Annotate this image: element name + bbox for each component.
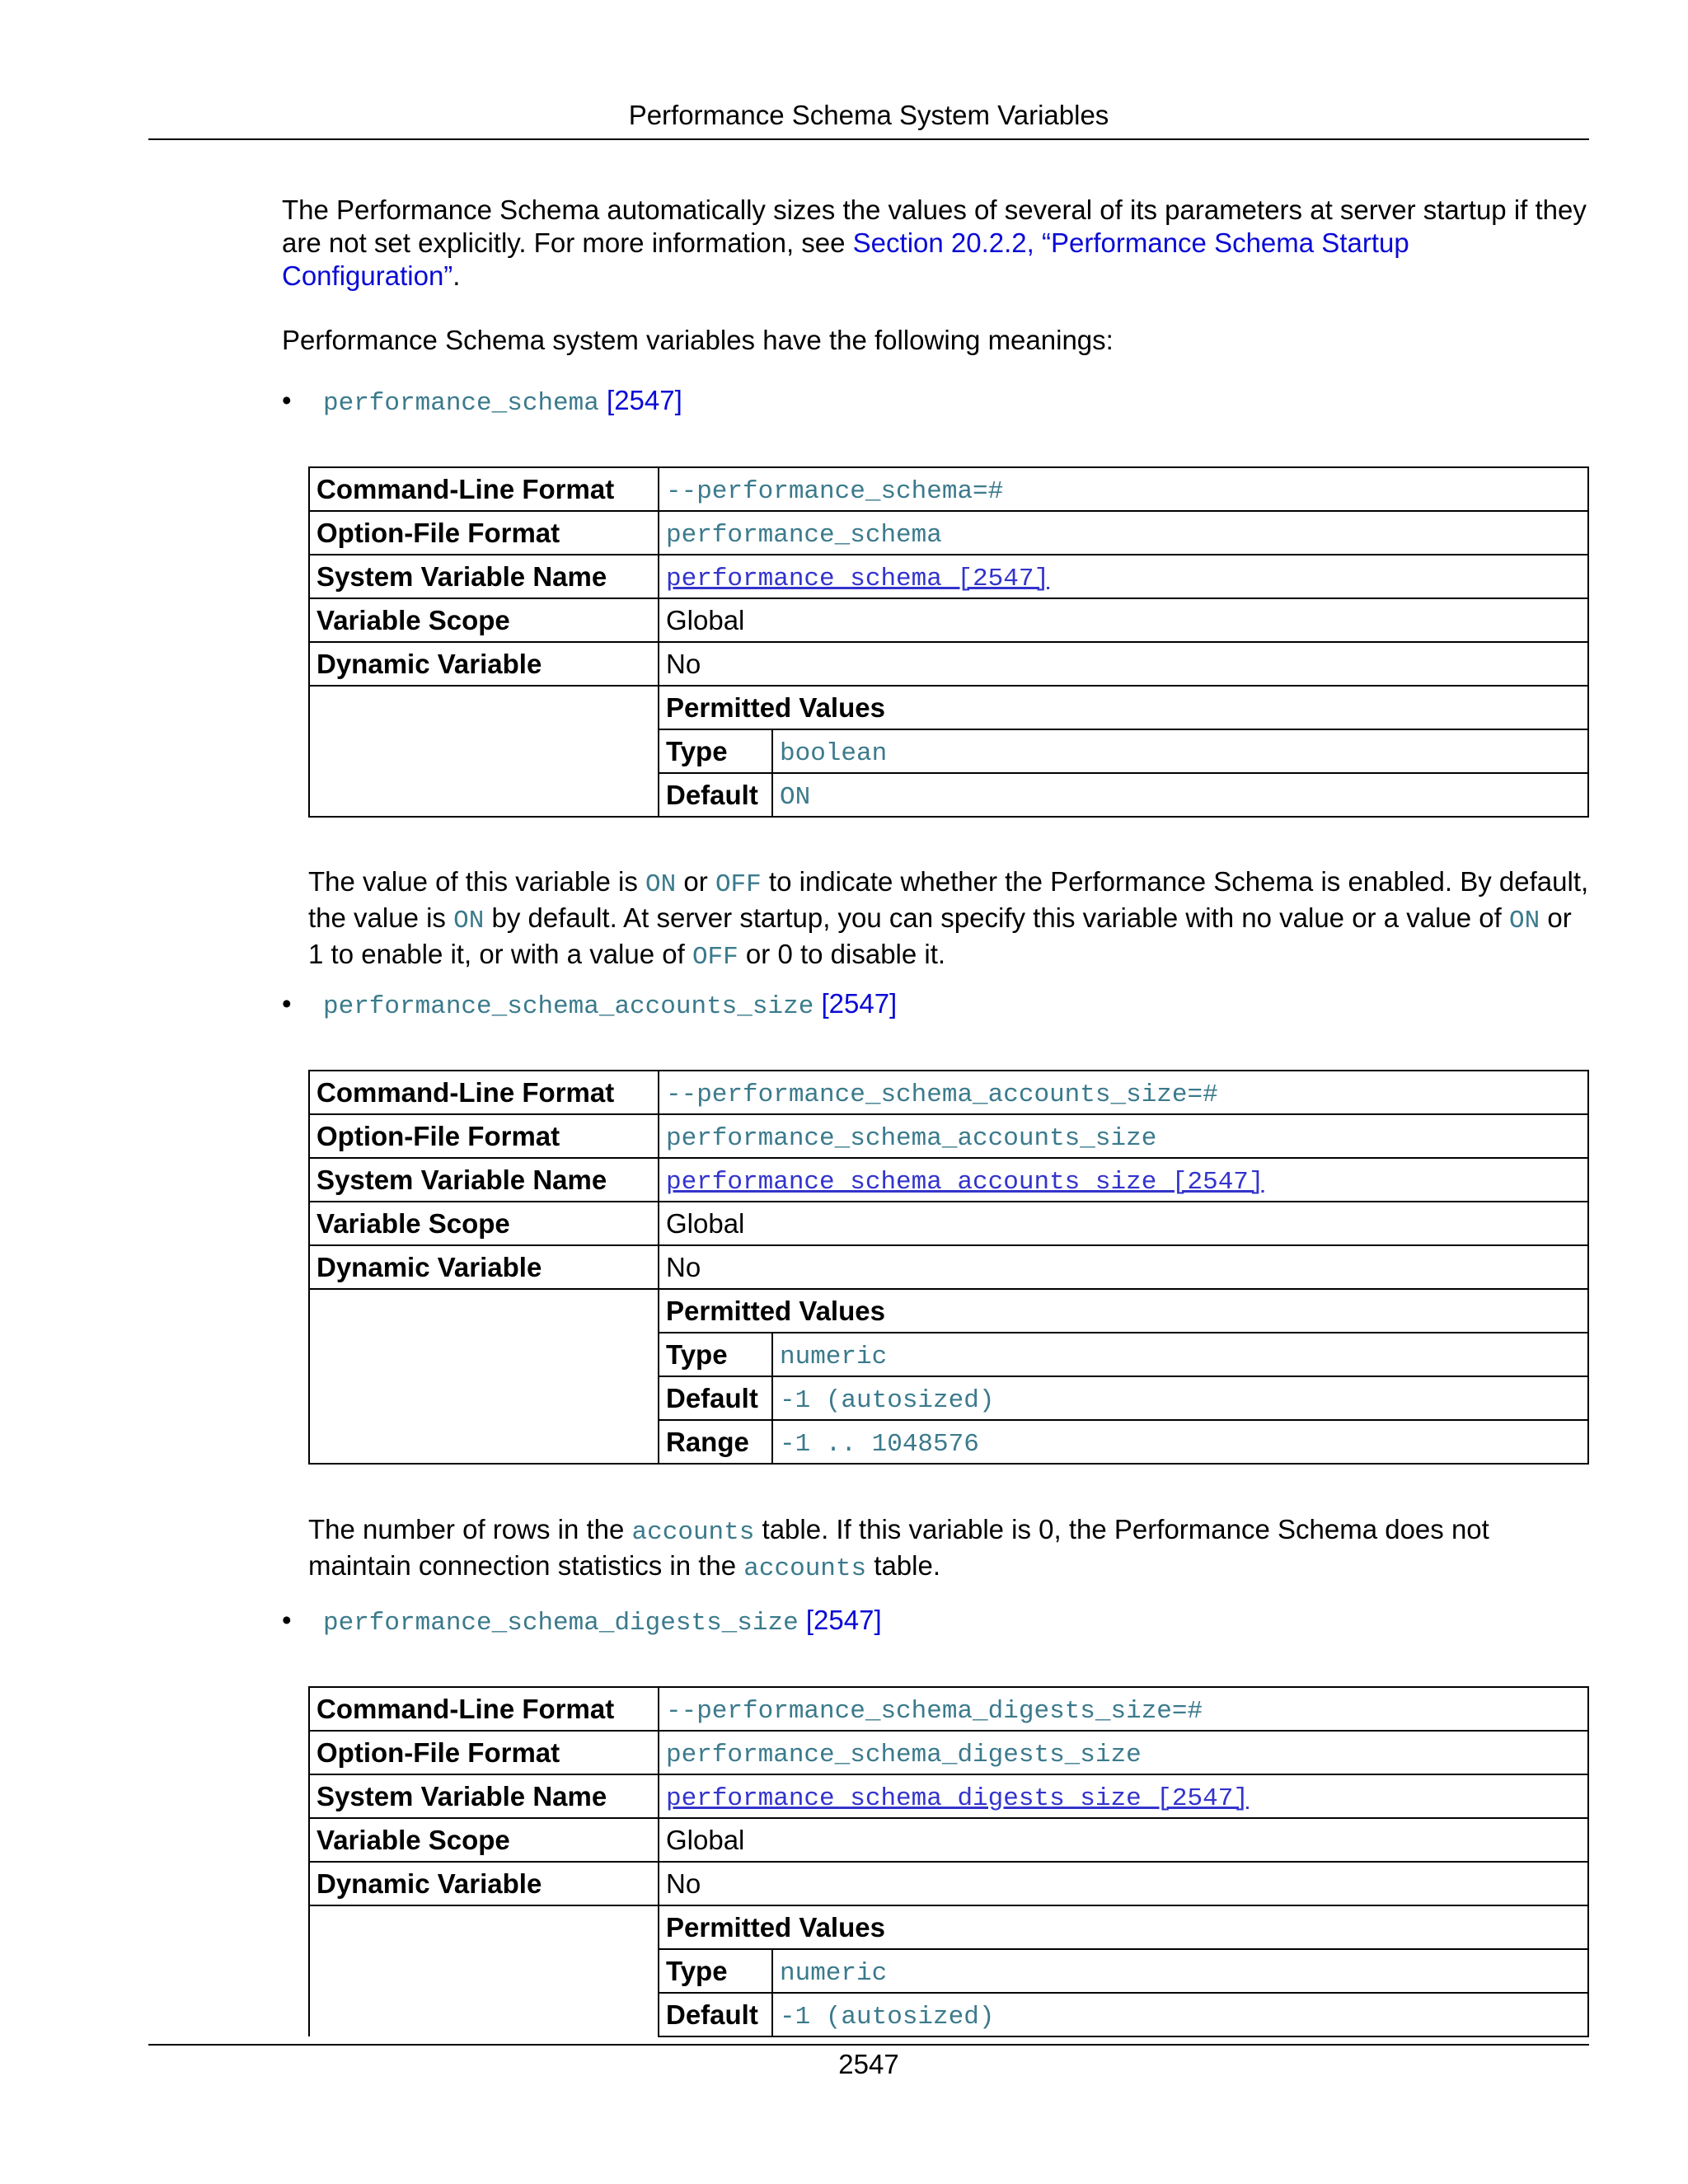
system-variable-link[interactable]: performance_schema [2547] xyxy=(666,564,1050,593)
row-value: No xyxy=(659,642,1588,686)
intro xyxy=(282,194,1589,357)
row-label: Variable Scope xyxy=(309,1202,659,1245)
variable-name-link[interactable]: performance_schema xyxy=(323,389,599,418)
row-value: performance_schema_accounts_size xyxy=(659,1114,1588,1158)
description-paragraph: The number of rows in the accounts table. If this variable is 0, the Performance Schema does not maintain connection statistics in the accounts table. xyxy=(308,1514,1489,1583)
variable-ref-link[interactable]: [2547] xyxy=(821,988,898,1019)
variable-table xyxy=(308,466,1589,818)
empty-cell xyxy=(309,686,659,817)
table-row xyxy=(309,642,1588,686)
variable-table xyxy=(308,1686,1589,2037)
table-row xyxy=(309,555,1588,598)
row-label: System Variable Name xyxy=(309,1774,659,1818)
literal: OFF xyxy=(692,943,738,972)
table-row xyxy=(309,1731,1588,1774)
permitted-value: ON xyxy=(772,773,1588,817)
row-label: Variable Scope xyxy=(309,1818,659,1862)
permitted-value: numeric xyxy=(772,1949,1588,1993)
page-number: 2547 xyxy=(838,2049,899,2079)
variable-name-link[interactable]: performance_schema_accounts_size xyxy=(323,992,814,1021)
row-value: No xyxy=(659,1862,1588,1905)
table-row xyxy=(309,1245,1588,1289)
intro-paragraph xyxy=(282,194,1589,293)
row-label: Command-Line Format xyxy=(309,1071,659,1114)
row-value: Global xyxy=(659,1818,1588,1862)
row-value xyxy=(659,1158,1588,1202)
system-variable-link[interactable]: performance_schema_digests_size [2547] xyxy=(666,1783,1249,1813)
literal: ON xyxy=(645,870,677,899)
row-label: System Variable Name xyxy=(309,555,659,598)
table-row xyxy=(309,1818,1588,1862)
variable-heading xyxy=(323,384,682,420)
permitted-values-header: Permitted Values xyxy=(659,686,1588,729)
table-row xyxy=(309,1687,1588,1731)
permitted-value: numeric xyxy=(772,1333,1588,1376)
permitted-value: -1 (autosized) xyxy=(772,1993,1588,2036)
permitted-value: -1 .. 1048576 xyxy=(772,1420,1588,1464)
row-value xyxy=(659,1774,1588,1818)
row-value: No xyxy=(659,1245,1588,1289)
permitted-label: Type xyxy=(659,1333,772,1376)
row-value: Global xyxy=(659,598,1588,642)
row-label: Variable Scope xyxy=(309,598,659,642)
variable-heading xyxy=(323,987,897,1024)
bullet-icon: • xyxy=(282,385,292,415)
variable-ref-link[interactable]: [2547] xyxy=(805,1605,882,1635)
row-value: --performance_schema=# xyxy=(659,467,1588,511)
variable-ref-link[interactable]: [2547] xyxy=(607,385,682,415)
bullet-icon: • xyxy=(282,988,292,1019)
variable-table xyxy=(308,1070,1589,1465)
variable-heading xyxy=(323,1604,882,1640)
row-value: performance_schema_digests_size xyxy=(659,1731,1588,1774)
row-label: Option-File Format xyxy=(309,1114,659,1158)
table-row xyxy=(309,1071,1588,1114)
permitted-label: Default xyxy=(659,773,772,817)
intro-text-end: . xyxy=(452,260,461,291)
permitted-values-header: Permitted Values xyxy=(659,1289,1588,1333)
literal: ON xyxy=(453,907,485,935)
row-value: --performance_schema_digests_size=# xyxy=(659,1687,1588,1731)
permitted-label: Default xyxy=(659,1376,772,1420)
variable-name-link[interactable]: performance_schema_digests_size xyxy=(323,1609,799,1638)
table-row xyxy=(309,1158,1588,1202)
empty-cell xyxy=(309,1289,659,1464)
table-row xyxy=(309,1905,1588,1949)
table-row xyxy=(309,1862,1588,1905)
row-label: Option-File Format xyxy=(309,511,659,555)
row-value: performance_schema xyxy=(659,511,1588,555)
permitted-values-header: Permitted Values xyxy=(659,1905,1588,1949)
literal: accounts xyxy=(743,1554,867,1583)
row-label: Dynamic Variable xyxy=(309,1862,659,1905)
row-label: Command-Line Format xyxy=(309,1687,659,1731)
section-link[interactable]: Section 20.2.2, “Performance Schema Startup Configuration” xyxy=(282,227,1409,291)
permitted-value: -1 (autosized) xyxy=(772,1376,1588,1420)
literal: OFF xyxy=(715,870,762,899)
row-value xyxy=(659,555,1588,598)
table-row xyxy=(309,1202,1588,1245)
permitted-label: Type xyxy=(659,1949,772,1993)
table-row xyxy=(309,467,1588,511)
table-row xyxy=(309,511,1588,555)
row-label: Command-Line Format xyxy=(309,467,659,511)
page-header-title: Performance Schema System Variables xyxy=(628,100,1109,130)
literal: ON xyxy=(1508,907,1540,935)
table-row xyxy=(309,1114,1588,1158)
permitted-value: boolean xyxy=(772,729,1588,773)
page-header xyxy=(148,92,1589,140)
bullet-icon: • xyxy=(282,1605,292,1635)
footer-divider xyxy=(148,2044,1589,2046)
table-row xyxy=(309,1774,1588,1818)
description-paragraph: The value of this variable is ON or OFF to indicate whether the Performance Schema is enabled. By default, the value is ON by default. At server startup, you can specify this variable with no value or a value of ON or 1 to enable it, or with a value of OFF or 0 to disable it. xyxy=(308,866,1589,972)
row-label: System Variable Name xyxy=(309,1158,659,1202)
permitted-label: Range xyxy=(659,1420,772,1464)
row-value: Global xyxy=(659,1202,1588,1245)
row-value: --performance_schema_accounts_size=# xyxy=(659,1071,1588,1114)
system-variable-link[interactable]: performance_schema_accounts_size [2547] xyxy=(666,1167,1264,1197)
empty-cell xyxy=(309,1905,659,2036)
meanings-paragraph: Performance Schema system variables have the following meanings: xyxy=(282,325,1114,355)
literal: accounts xyxy=(631,1518,755,1547)
permitted-label: Type xyxy=(659,729,772,773)
row-label: Option-File Format xyxy=(309,1731,659,1774)
intro-text: The Performance Schema automatically sizes the values of several of its parameters at server startup if they are not set explicitly. For more information, see xyxy=(282,194,1587,258)
table-row xyxy=(309,1289,1588,1333)
row-label: Dynamic Variable xyxy=(309,1245,659,1289)
table-row xyxy=(309,686,1588,729)
row-label: Dynamic Variable xyxy=(309,642,659,686)
table-row xyxy=(309,598,1588,642)
permitted-label: Default xyxy=(659,1993,772,2036)
